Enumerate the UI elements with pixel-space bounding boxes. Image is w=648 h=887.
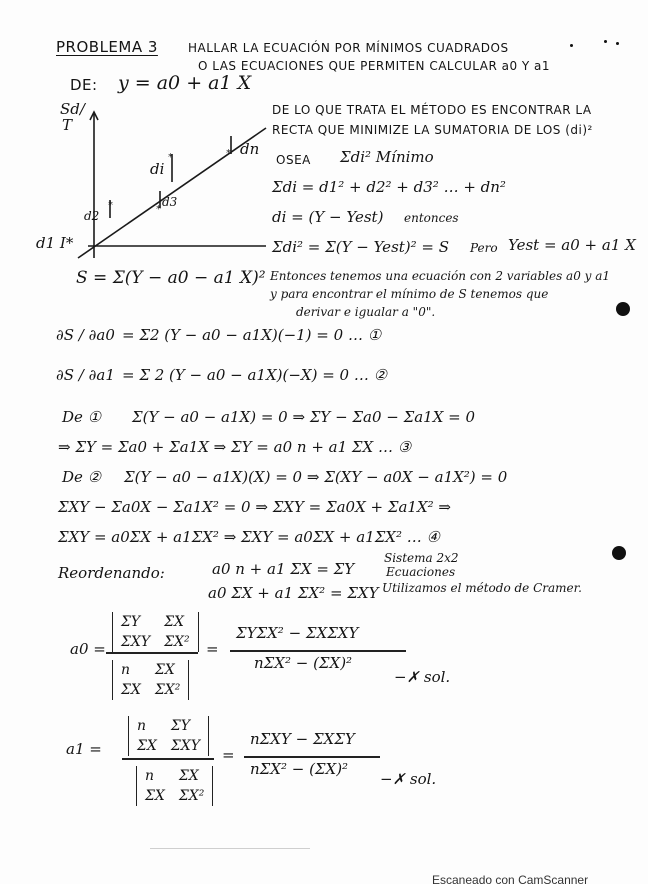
a0-fraction-bar xyxy=(106,652,198,654)
derivative-1-rhs: = Σ2 (Y − a0 − a1X)(−1) = 0 … ① xyxy=(122,326,382,344)
equals-sign: = xyxy=(222,746,235,764)
equation-3-line: ⇒ ΣY = Σa0 + Σa1X ⇒ ΣY = a0 n + a1 ΣX … ③ xyxy=(58,438,412,456)
point-marker: * xyxy=(108,200,113,211)
det-cell: ΣY xyxy=(121,614,141,630)
a0-result-denominator: nΣX² − (ΣX)² xyxy=(254,654,353,672)
a1-result-numerator: nΣXY − ΣXΣY xyxy=(250,730,355,748)
entonces-text-2: y para encontrar el mínimo de S tenemos que xyxy=(270,287,549,301)
a1-fraction-bar xyxy=(122,758,214,760)
equation-4-line-a: ΣXY − Σa0X − Σa1X² = 0 ⇒ ΣXY = Σa0X + Σa1X² ⇒ xyxy=(58,498,451,516)
a1-numerator-determinant xyxy=(128,716,209,756)
sum-expansion: Σdi = d1² + d2² + d3² … + dn² xyxy=(272,178,506,196)
scan-artifact-line xyxy=(150,848,310,849)
det-cell: ΣX² xyxy=(164,634,190,650)
det-cell: ΣX² xyxy=(178,788,205,804)
a0-numerator-determinant xyxy=(112,612,199,652)
det-cell: ΣX² xyxy=(154,682,181,698)
di-definition: di = (Y − Yest) xyxy=(272,208,384,226)
yest-definition: Yest = a0 + a1 X xyxy=(508,236,636,254)
derivative-2-rhs: = Σ 2 (Y − a0 − a1X)(−X) = 0 … ② xyxy=(122,366,388,384)
punch-hole-lower xyxy=(612,546,626,560)
explanation-line-2: RECTA QUE MINIMIZE LA SUMATORIA DE LOS (di)² xyxy=(272,123,593,137)
det-cell: n xyxy=(145,768,155,784)
o-sea-expression: Σdi² Mínimo xyxy=(340,148,434,166)
det-cell: n xyxy=(121,662,131,678)
statement-line-1: HALLAR LA ECUACIÓN POR MÍNIMOS CUADRADOS xyxy=(188,41,509,55)
speck xyxy=(570,44,573,47)
derivative-2-lhs: ∂S / ∂a1 xyxy=(56,366,115,384)
from-eq2-expression: Σ(Y − a0 − a1X)(X) = 0 ⇒ Σ(XY − a0X − a1X²) = 0 xyxy=(124,468,508,486)
sum-squares: Σdi² = Σ(Y − Yest)² = S xyxy=(272,238,450,256)
from-eq1-label: De ① xyxy=(62,408,102,426)
axis-label-bottom: T xyxy=(62,116,73,134)
s-definition: S = Σ(Y − a0 − a1 X)² xyxy=(76,268,266,288)
regression-line xyxy=(78,128,266,258)
label-d3: d3 xyxy=(162,195,178,209)
a1-label: a1 = xyxy=(66,740,102,758)
derivative-1-lhs: ∂S / ∂a0 xyxy=(56,326,115,344)
label-d2: d2 xyxy=(84,209,100,223)
cramer-note: Utilizamos el método de Cramer. xyxy=(382,581,582,595)
from-eq1-expression: Σ(Y − a0 − a1X) = 0 ⇒ ΣY − Σa0 − Σa1X = 0 xyxy=(132,408,476,426)
sistema-label: Sistema 2x2 xyxy=(384,551,459,565)
det-cell: n xyxy=(137,718,147,734)
point-marker: * xyxy=(226,148,231,159)
a1-result-denominator: nΣX² − (ΣX)² xyxy=(250,760,349,778)
punch-hole-upper xyxy=(616,302,630,316)
pero-label: Pero xyxy=(470,241,498,255)
model-equation: y = a0 + a1 X xyxy=(118,72,252,94)
det-cell: ΣX xyxy=(137,738,157,754)
statement-line-2: O LAS ECUACIONES QUE PERMITEN CALCULAR a0 Y a1 xyxy=(198,59,551,73)
system-row-2: a0 ΣX + a1 ΣX² = ΣXY xyxy=(208,584,379,602)
entonces-text-1: Entonces tenemos una ecuación con 2 variables a0 y a1 xyxy=(270,269,611,283)
system-row-1: a0 n + a1 ΣX = ΣY xyxy=(212,560,355,578)
a0-sol-mark: −✗ sol. xyxy=(394,668,451,686)
reordenando-label: Reordenando: xyxy=(58,564,165,582)
det-cell: ΣX xyxy=(178,768,199,784)
problem-label: PROBLEMA 3 xyxy=(56,38,158,56)
model-label: DE: xyxy=(70,76,98,94)
camscanner-footer: Escaneado con CamScanner xyxy=(432,873,589,887)
ecuaciones-label: Ecuaciones xyxy=(386,565,456,579)
a1-result-bar xyxy=(244,756,380,758)
a1-denominator-determinant xyxy=(136,766,213,806)
o-sea-label: OSEA xyxy=(276,153,311,167)
a0-result-numerator: ΣYΣX² − ΣXΣXY xyxy=(236,624,359,642)
label-di: di xyxy=(150,160,165,178)
det-cell: ΣX xyxy=(154,662,175,678)
speck xyxy=(604,40,607,43)
det-cell: ΣXY xyxy=(121,634,151,650)
a1-sol-mark: −✗ sol. xyxy=(380,770,437,788)
equals-sign: = xyxy=(206,640,219,658)
label-dn: dn xyxy=(240,140,260,158)
speck xyxy=(616,42,619,45)
entonces-text-3: derivar e igualar a "0". xyxy=(296,305,436,319)
equation-4-line-b: ΣXY = a0ΣX + a1ΣX² ⇒ ΣXY = a0ΣX + a1ΣX² … ④ xyxy=(58,528,440,546)
a0-label: a0 = xyxy=(70,640,106,658)
explanation-line-1: DE LO QUE TRATA EL MÉTODO ES ENCONTRAR LA xyxy=(272,103,592,117)
det-cell: ΣX xyxy=(145,788,165,804)
det-cell: ΣXY xyxy=(170,738,200,754)
det-cell: ΣY xyxy=(170,718,191,734)
a0-result-bar xyxy=(230,650,406,652)
label-d1: d1 I* xyxy=(36,234,74,252)
entonces-label: entonces xyxy=(404,211,459,225)
a0-denominator-determinant xyxy=(112,660,189,700)
axis-label-top: Sd/ xyxy=(60,100,85,118)
det-cell: ΣX xyxy=(121,682,141,698)
from-eq2-label: De ② xyxy=(62,468,102,486)
point-marker: * xyxy=(156,204,161,215)
point-marker: * xyxy=(168,152,173,163)
det-cell: ΣX xyxy=(164,614,184,630)
